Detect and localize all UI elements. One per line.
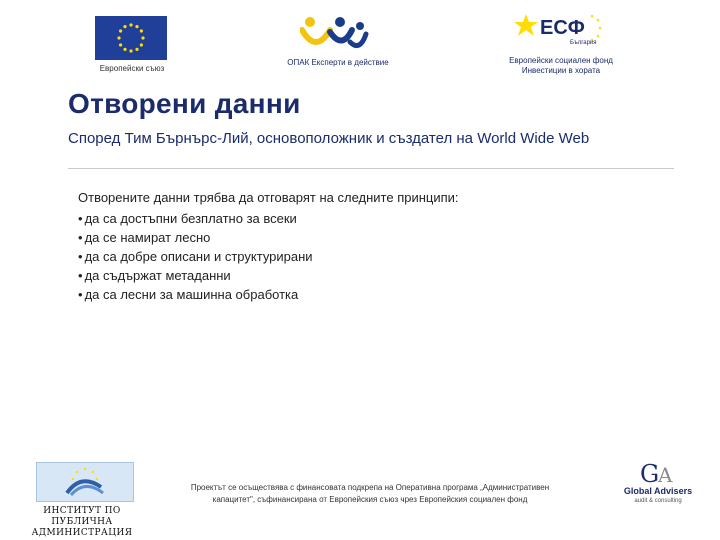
esf-mark: ЕСФ — [540, 17, 585, 39]
ipa-logo — [36, 462, 134, 502]
list-item: • да съдържат метаданни — [78, 266, 313, 285]
esf-caption — [486, 56, 636, 76]
ipa-caption-line1: ИНСТИТУТ ПО ПУБЛИЧНА — [43, 506, 121, 527]
opak-caption: ОПАК Експерти в действие — [287, 58, 389, 67]
esf-caption-line2: Инвестиции в хората — [521, 66, 601, 75]
ga-name: Global Advisers — [623, 486, 693, 496]
svg-text:G: G — [640, 460, 660, 486]
eu-stars-icon — [95, 16, 167, 60]
funding-note — [160, 482, 580, 506]
principles-list — [78, 209, 313, 304]
global-advisers-logo — [634, 458, 684, 486]
list-item: • да са лесни за машинна обработка — [78, 285, 313, 304]
funding-note-line2: капацитет", съфинансирана от Европейския съюз чрез Европейския социален фонд — [212, 495, 528, 504]
opak-logo — [300, 14, 370, 54]
esf-country: България — [570, 40, 597, 46]
esf-logo — [514, 10, 614, 54]
slide-subtitle: Според Тим Бърнърс-Лий, основоположник и създател на World Wide Web — [68, 130, 590, 147]
slide-title: Отворени данни — [68, 88, 301, 119]
title-divider — [68, 168, 674, 169]
eu-flag-logo — [95, 16, 167, 60]
esf-emblem-icon — [514, 10, 614, 54]
list-item: • да са достъпни безплатно за всеки — [78, 209, 313, 228]
svg-text:A: A — [658, 463, 673, 486]
esf-caption-line1: Европейски социален фонд — [509, 56, 613, 65]
principles-intro: Отворените данни трябва да отговарят на следните принципи: — [78, 190, 459, 205]
opak-figures-icon — [300, 14, 370, 54]
ga-tagline: audit & consulting — [634, 498, 682, 504]
eu-caption: Европейски съюз — [99, 64, 165, 73]
ipa-caption-line2: АДМИНИСТРАЦИЯ — [31, 528, 133, 538]
list-item: • да се намират лесно — [78, 228, 313, 247]
ga-monogram-icon — [634, 458, 684, 486]
funding-note-line1: Проектът се осъществява с финансовата подкрепа на Оперативна програма „Административен — [190, 483, 550, 492]
list-item: • да са добре описани и структурирани — [78, 247, 313, 266]
ipa-caption — [12, 506, 152, 539]
ipa-emblem-icon — [37, 463, 133, 501]
